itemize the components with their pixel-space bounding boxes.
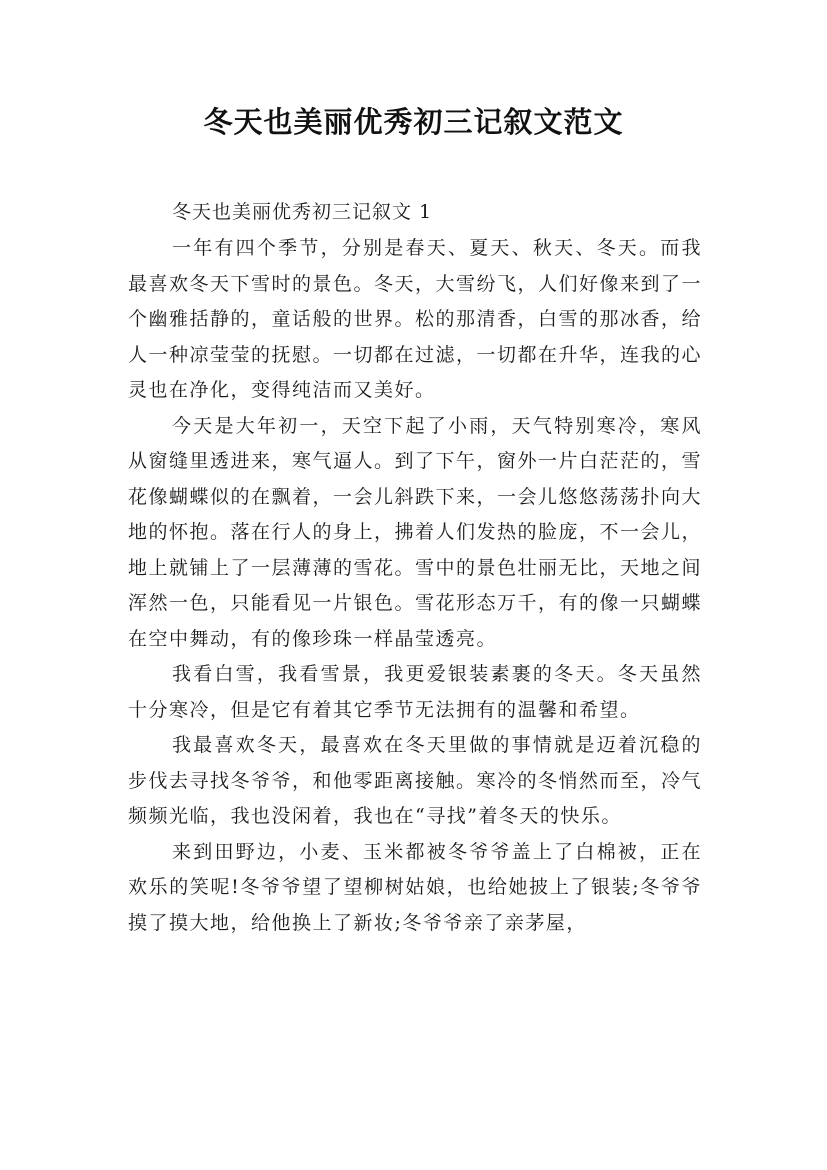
paragraph-5: 来到田野边，小麦、玉米都被冬爷爷盖上了白棉被，正在欢乐的笑呢!冬爷爷望了望柳树姑娘，也给她披上了银装;冬爷爷摸了摸大地，给他换上了新妆;冬爷爷亲了亲茅屋， [128, 840, 702, 934]
paragraph-3: 我看白雪，我看雪景，我更爱银装素裹的冬天。冬天虽然十分寒冷，但是它有着其它季节无法拥有的温馨和希望。 [128, 663, 702, 721]
paragraph-1: 一年有四个季节，分别是春天、夏天、秋天、冬天。而我最喜欢冬天下雪时的景色。冬天，大雪纷飞，人们好像来到了一个幽雅括静的，童话般的世界。松的那清香，白雪的那冰香，给人一种凉莹莹的抚慰。一切都在过滤，一切都在升华，连我的心灵也在净化，变得纯洁而又美好。 [128, 237, 703, 401]
paragraph-4: 我最喜欢冬天，最喜欢在冬天里做的事情就是迈着沉稳的步伐去寻找冬爷爷，和他零距离接触。寒冷的冬悄然而至，冷气频频光临，我也没闲着，我也在“寻找”着冬天的快乐。 [128, 734, 703, 827]
paragraph-2: 今天是大年初一，天空下起了小雨，天气特别寒冷，寒风从窗缝里透进来，寒气逼人。到了下午，窗外一片白茫茫的，雪花像蝴蝶似的在飘着，一会儿斜跌下来，一会儿悠悠荡荡扑向大地的怀抱。落在行人的身上，拂着人们发热的脸庞，不一会儿，地上就铺上了一层薄薄的雪花。雪中的景色壮丽无比，天地之间浑然一色，只能看见一片银色。雪花形态万千，有的像一只蝴蝶在空中舞动，有的像珍珠一样晶莹透亮。 [128, 414, 703, 650]
section-heading: 冬天也美丽优秀初三记叙文 1 [172, 201, 433, 223]
document-title: 冬天也美丽优秀初三记叙文范文 [203, 105, 624, 139]
document-body [128, 194, 702, 941]
